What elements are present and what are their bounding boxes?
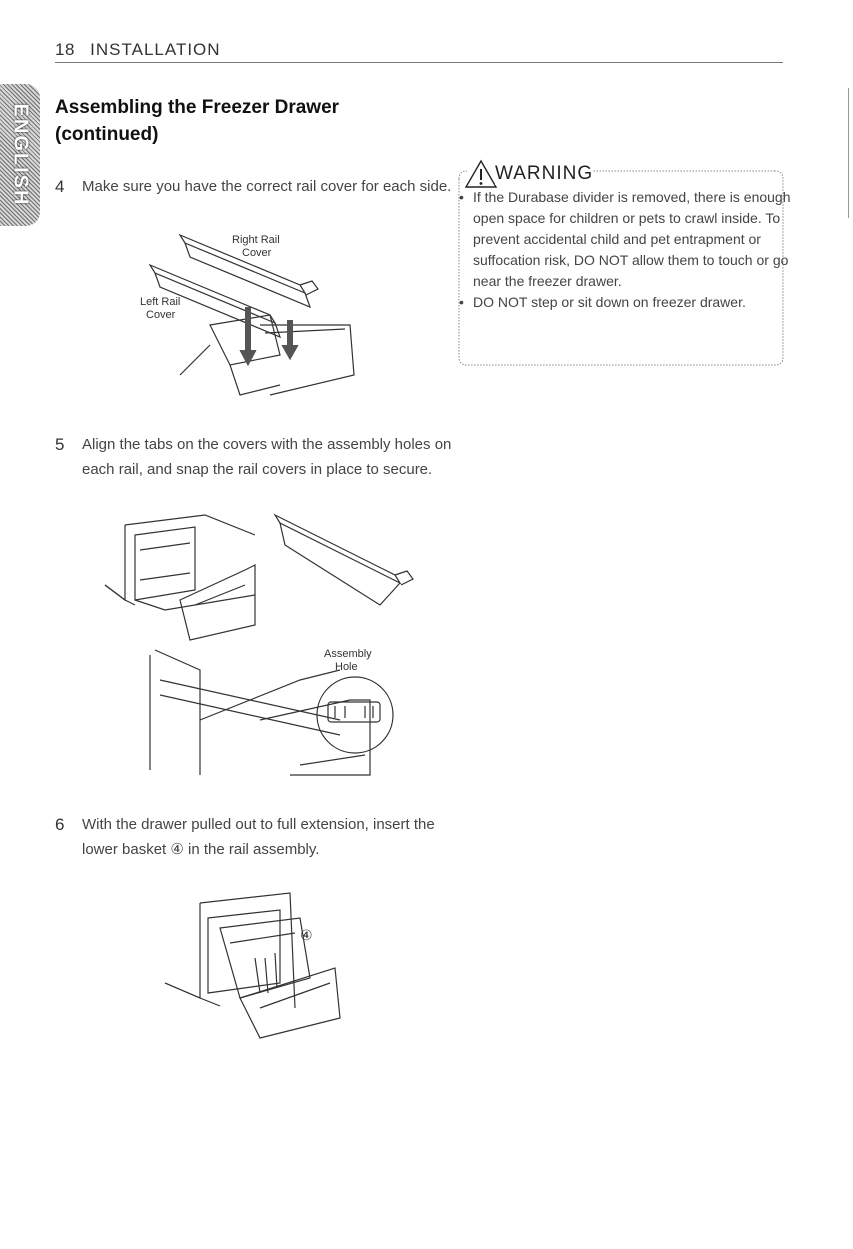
step-text: Align the tabs on the covers with the assembly holes on each rail, and snap the rail covers in place to secure. <box>82 436 452 478</box>
section-title: INSTALLATION <box>90 40 221 59</box>
page-title: Assembling the Freezer Drawer (continued) <box>55 97 340 145</box>
left-rail-label-1: Left Rail <box>140 296 181 308</box>
warning-box <box>445 157 791 367</box>
warning-list <box>453 187 803 313</box>
step-4 <box>55 174 452 199</box>
warning-item: • If the Durabase divider is removed, there is enough open space for children or pets to crawl inside. To prevent accidental child and pet entrapment or suffocation risk, DO NOT allow them to touch or go near the freezer drawer. <box>473 187 803 292</box>
rail-snap-illustration-bottom <box>140 640 410 785</box>
step-number: 6 <box>55 815 65 834</box>
step-number: 5 <box>55 435 65 454</box>
right-rail-label-2: Cover <box>242 247 272 259</box>
warning-item: • DO NOT step or sit down on freezer drawer. <box>473 292 803 313</box>
basket-marker: ④ <box>300 928 313 944</box>
step-6 <box>55 812 452 862</box>
lower-basket-illustration <box>160 888 350 1043</box>
page-number: 18 <box>55 40 75 59</box>
language-tab <box>0 84 40 226</box>
step-text: With the drawer pulled out to full extension, insert the lower basket ④ in the rail assembly. <box>82 816 435 858</box>
rail-snap-illustration-top <box>95 505 415 645</box>
assembly-label-2: Hole <box>335 661 358 673</box>
right-rail-label-1: Right Rail <box>232 234 280 246</box>
step-number: 4 <box>55 177 65 196</box>
warning-triangle-icon <box>466 161 496 187</box>
language-label: ENGLISH <box>9 103 32 207</box>
rail-cover-illustration <box>140 225 360 400</box>
edge-rule <box>848 88 849 218</box>
assembly-label-1: Assembly <box>324 648 372 660</box>
warning-heading: WARNING <box>495 163 594 184</box>
page-header <box>55 40 783 63</box>
step-5 <box>55 432 452 482</box>
left-rail-label-2: Cover <box>146 309 176 321</box>
step-text: Make sure you have the correct rail cover for each side. <box>82 178 452 195</box>
